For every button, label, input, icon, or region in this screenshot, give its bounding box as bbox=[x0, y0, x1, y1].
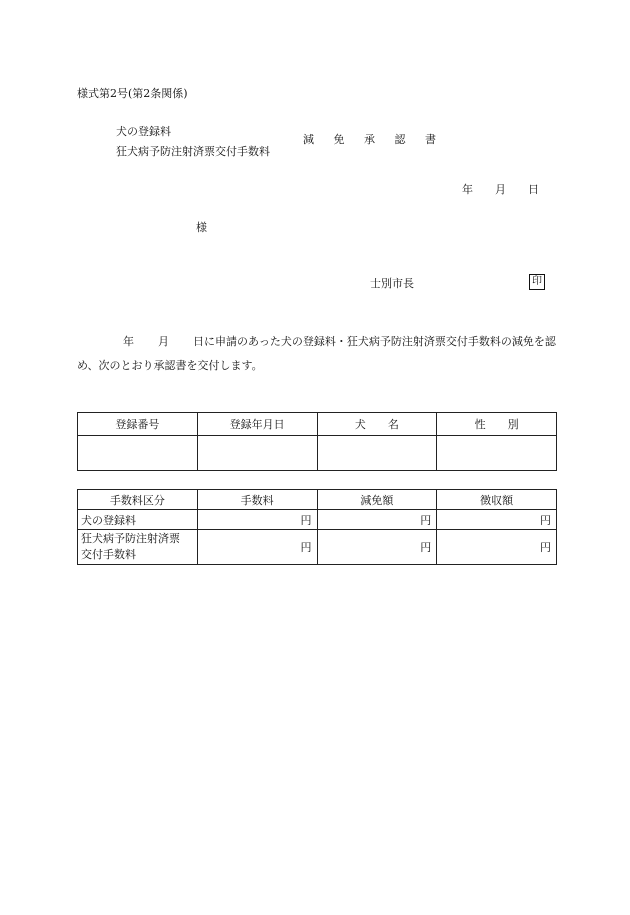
subject-line-rabies-fee: 狂犬病予防注射済票交付手数料 bbox=[116, 145, 270, 158]
approval-statement bbox=[77, 330, 557, 378]
fee-table bbox=[77, 489, 557, 565]
reduction-amount-unit: 円 bbox=[317, 530, 437, 565]
seal-stamp: 印 bbox=[529, 274, 545, 290]
registration-data-row bbox=[78, 436, 557, 471]
fee-category-label-line2: 交付手数料 bbox=[81, 548, 136, 561]
document-subject bbox=[116, 122, 270, 162]
header-registration-number: 登録番号 bbox=[78, 413, 198, 436]
collected-amount-unit: 円 bbox=[437, 530, 557, 565]
fee-header-row bbox=[78, 490, 557, 510]
registration-header-row bbox=[78, 413, 557, 436]
fee-category-label bbox=[78, 530, 198, 565]
cell-registration-number bbox=[78, 436, 198, 471]
issue-date bbox=[462, 181, 539, 197]
fee-row-rabies-tag bbox=[78, 530, 557, 565]
fee-category-label: 犬の登録料 bbox=[78, 510, 198, 530]
statement-text: 日に申請のあった犬の登録料・狂犬病予防注射済票交付手数料の減免を認め、次のとおり承認書を交付します。 bbox=[77, 335, 556, 372]
reduction-amount-unit: 円 bbox=[317, 510, 437, 530]
header-fee-category: 手数料区分 bbox=[78, 490, 198, 510]
header-fee: 手数料 bbox=[197, 490, 317, 510]
cell-registration-date bbox=[197, 436, 317, 471]
header-sex: 性 別 bbox=[437, 413, 557, 436]
cell-sex bbox=[437, 436, 557, 471]
fee-amount-unit: 円 bbox=[197, 510, 317, 530]
statement-year-label: 年 bbox=[123, 335, 134, 348]
header-collected: 徴収額 bbox=[437, 490, 557, 510]
issuer-name: 士別市長 bbox=[370, 277, 414, 290]
date-day-label: 日 bbox=[528, 183, 539, 196]
addressee-suffix: 様 bbox=[196, 221, 207, 234]
registration-table bbox=[77, 412, 557, 471]
header-dog-name: 犬 名 bbox=[317, 413, 437, 436]
form-number: 様式第2号(第2条関係) bbox=[77, 87, 188, 100]
subject-line-dog-registration: 犬の登録料 bbox=[116, 125, 171, 138]
header-registration-date: 登録年月日 bbox=[197, 413, 317, 436]
header-reduction: 減免額 bbox=[317, 490, 437, 510]
date-year-label: 年 bbox=[462, 183, 473, 196]
fee-category-label-line1: 狂犬病予防注射済票 bbox=[81, 532, 180, 545]
fee-amount-unit: 円 bbox=[197, 530, 317, 565]
collected-amount-unit: 円 bbox=[437, 510, 557, 530]
fee-row-dog-registration bbox=[78, 510, 557, 530]
date-month-label: 月 bbox=[495, 183, 506, 196]
cell-dog-name bbox=[317, 436, 437, 471]
statement-month-label: 月 bbox=[158, 335, 169, 348]
document-title: 減 免 承 認 書 bbox=[303, 133, 444, 146]
